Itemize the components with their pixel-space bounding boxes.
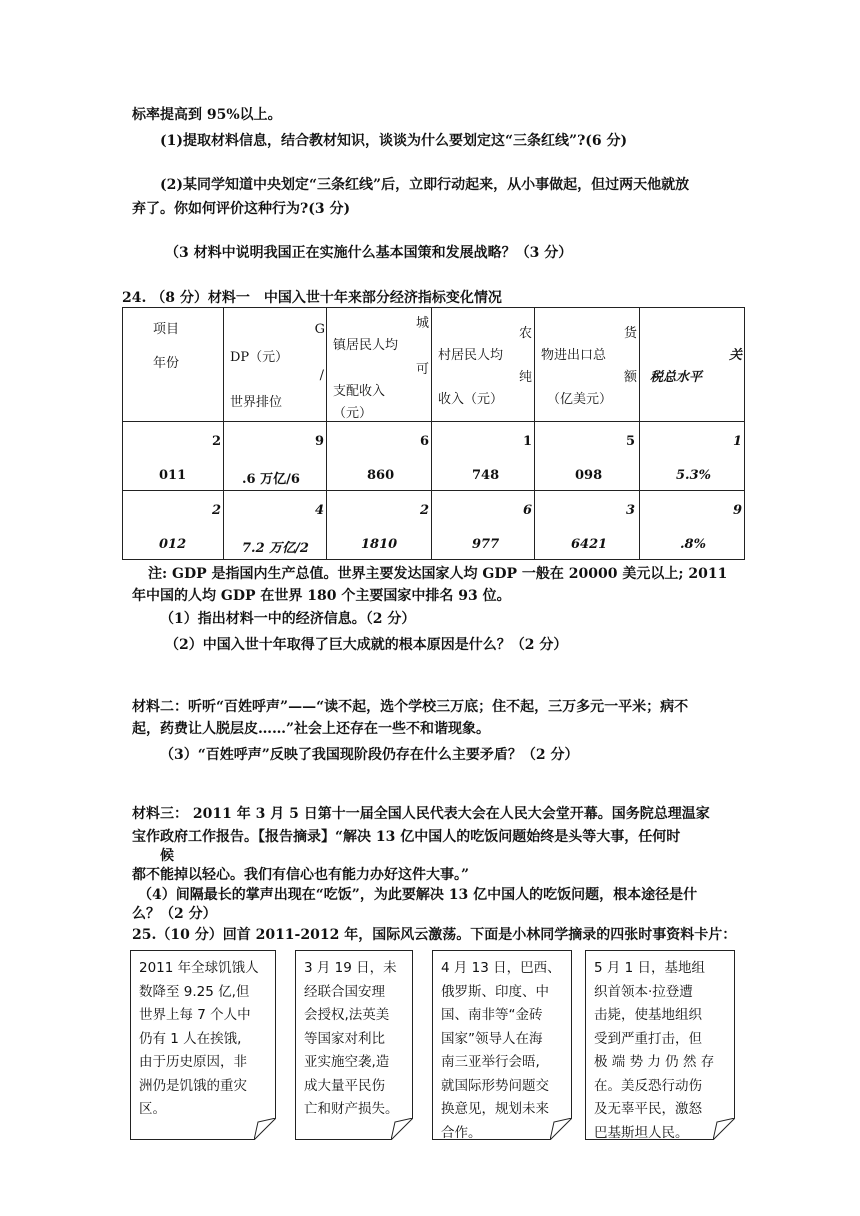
- cell-year-top: 2: [211, 434, 221, 449]
- cell-tariff: 5.3%: [676, 468, 711, 483]
- page-fold-icon: [254, 1118, 276, 1140]
- q24-sub4-line2: 么？（2 分）: [132, 906, 217, 922]
- card-line: 数降至 9.25 亿,但: [139, 983, 250, 1000]
- card-line: 国、南非等“金砖: [441, 1007, 543, 1023]
- card-line: 击毙，使基地组织: [594, 1007, 702, 1023]
- material3-line3: 候: [160, 848, 174, 864]
- material3-line4: 都不能掉以轻心。我们有信心也有能力办好这件大事。”: [132, 867, 470, 883]
- card-line: 合作。: [441, 1124, 482, 1141]
- cell-trade-top: 5: [625, 434, 635, 449]
- question-2-line2: 弃了。你如何评价这种行为?(3 分): [132, 201, 351, 217]
- header-urban-income: 支配收入: [333, 384, 386, 399]
- header-rural-mid: 纯: [518, 370, 532, 385]
- header-tariff-top: 关: [728, 348, 742, 363]
- q24-title: 24. （8 分）材料一 中国入世十年来部分经济指标变化情况: [122, 290, 502, 306]
- card-line: 经联合国安理: [304, 983, 385, 1000]
- cell-year: 012: [159, 537, 187, 552]
- header-trade: 物进出口总: [541, 348, 607, 363]
- table-row: [123, 491, 745, 560]
- card-line: 织首领本·拉登遭: [594, 983, 693, 1000]
- cell-urban: 860: [367, 468, 395, 483]
- news-card-3: [432, 950, 572, 1140]
- card-line: 换意见，规划未来: [441, 1101, 549, 1117]
- header-urban-top: 城: [415, 316, 429, 331]
- card-line: 亚实施空袭,造: [304, 1054, 390, 1070]
- q24-sub1: （1）指出材料一中的经济信息。（2 分）: [160, 611, 416, 627]
- header-world-rank: 世界排位: [230, 395, 283, 410]
- q24-sub4-line1: （4）间隔最长的掌声出现在“吃饭”，为此要解决 13 亿中国人的吃饭问题，根本途径是什: [138, 887, 698, 903]
- cell-rural-top: 1: [522, 434, 532, 449]
- card-line: 受到严重打击，但: [594, 1030, 702, 1047]
- card-line: 由于历史原因，非: [139, 1054, 247, 1070]
- header-rural: 村居民人均: [438, 348, 504, 363]
- card-line: 3 月 19 日，未: [304, 960, 397, 976]
- page-fold-icon: [550, 1118, 572, 1140]
- cell-urban: 1810: [361, 537, 398, 552]
- q24-sub2: （2）中国入世十年取得了巨大成就的根本原因是什么？（2 分）: [165, 637, 568, 653]
- cell-urban-top: 6: [419, 434, 429, 449]
- cell-trade: 6421: [571, 537, 608, 552]
- material3-line1: 材料三： 2011 年 3 月 5 日第十一届全国人民代表大会在人民大会堂开幕。国务院总理温家: [132, 806, 710, 822]
- card-line: 亡和财产损失。: [304, 1101, 399, 1117]
- header-gdp-slash: /: [319, 368, 324, 383]
- material3-line2: 宝作政府工作报告。【报告摘录】“解决 13 亿中国人的吃饭问题始终是头等大事，任何时: [132, 829, 681, 845]
- card-line: 5 月 1 日，基地组: [594, 960, 706, 976]
- table-header-row: [123, 308, 745, 422]
- cell-tariff: .8%: [680, 537, 706, 552]
- card-line: 在。美反恐行动伤: [594, 1077, 702, 1094]
- cell-tariff-top: 9: [732, 503, 742, 518]
- news-card-1: [130, 950, 276, 1140]
- news-card-4: [585, 950, 735, 1140]
- page-fold-icon: [391, 1118, 413, 1140]
- cell-rural-top: 6: [522, 503, 532, 518]
- cell-trade: 098: [575, 468, 603, 483]
- header-gdp-g: G: [314, 322, 325, 337]
- material2-line2: 起，药费让人脱层皮……”社会上还存在一些不和谐现象。: [132, 721, 491, 737]
- cell-gdp: 7.2 万亿/2: [242, 541, 309, 556]
- header-rural-top: 农: [518, 326, 532, 341]
- q24-sub3: （3）“百姓呼声”反映了我国现阶段仍存在什么主要矛盾？（2 分）: [160, 747, 579, 763]
- material2-line1: 材料二：听听“百姓呼声”——“读不起，选个学校三万底；住不起，三万多元一平米；病不: [132, 699, 689, 715]
- cell-tariff-top: 1: [732, 434, 742, 449]
- table-note-line1: 注: GDP 是指国内生产总值。世界主要发达国家人均 GDP 一般在 20000 美元以上; 2011: [148, 566, 728, 582]
- card-line: 等国家对利比: [304, 1030, 385, 1047]
- card-line: 及无辜平民，激怒: [594, 1101, 702, 1117]
- header-trade-top: 货: [623, 326, 637, 341]
- cell-gdp-top: 4: [314, 503, 324, 518]
- page-fold-icon: [713, 1118, 735, 1140]
- card-line: 南三亚举行会晤,: [441, 1054, 540, 1070]
- header-gdp: DP（元）: [230, 350, 289, 365]
- question-3: （3 材料中说明我国正在实施什么基本国策和发展战略？（3 分）: [165, 245, 573, 261]
- table-row: [123, 422, 745, 491]
- header-item: 项目: [153, 322, 180, 337]
- card-line: 区。: [139, 1101, 166, 1117]
- header-urban-unit: （元）: [333, 406, 373, 421]
- cell-gdp-top: 9: [314, 434, 324, 449]
- card-line: 世界上每 7 个人中: [139, 1007, 251, 1023]
- header-urban: 镇居民人均: [333, 338, 399, 353]
- cell-urban-top: 2: [419, 503, 429, 518]
- cell-year: 011: [159, 468, 187, 483]
- cell-rural: 748: [472, 468, 500, 483]
- header-year: 年份: [153, 356, 180, 371]
- cell-trade-top: 3: [625, 503, 635, 518]
- card-line: 俄罗斯、印度、中: [441, 983, 549, 1000]
- card-line: 成大量平民伤: [304, 1077, 385, 1094]
- card-line: 巴基斯坦人民。: [594, 1124, 689, 1141]
- economic-indicators-table: [122, 307, 745, 560]
- header-trade-unit: （亿美元）: [547, 392, 613, 407]
- news-card-2: [295, 950, 413, 1140]
- cell-year-top: 2: [211, 503, 221, 518]
- card-line: 极 端 势 力 仍 然 存: [594, 1054, 715, 1070]
- q25-title: 25.（10 分）回首 2011-2012 年，国际风云激荡。下面是小林同学摘录的四张时事资料卡片：: [132, 927, 737, 943]
- question-2-line1: (2)某同学知道中央划定“三条红线”后，立即行动起来，从小事做起，但过两天他就放: [160, 177, 690, 193]
- question-1: (1)提取材料信息，结合教材知识，谈谈为什么要划定这“三条红线”?(6 分): [160, 133, 628, 149]
- header-tariff: 税总水平: [650, 370, 703, 385]
- card-line: 2011 年全球饥饿人: [139, 960, 259, 976]
- card-line: 就国际形势问题交: [441, 1077, 549, 1094]
- cell-rural: 977: [472, 537, 500, 552]
- table-note-line2: 年中国的人均 GDP 在世界 180 个主要国家中排名 93 位。: [132, 588, 511, 604]
- card-line: 国家”领导人在海: [441, 1030, 543, 1047]
- card-line: 4 月 13 日，巴西、: [441, 960, 561, 976]
- header-rural-income: 收入（元）: [438, 392, 504, 407]
- header-trade-mid: 额: [623, 370, 637, 385]
- card-line: 洲仍是饥饿的重灾: [139, 1077, 247, 1094]
- header-urban-mid: 可: [415, 362, 429, 377]
- card-line: 会授权,法英美: [304, 1007, 390, 1023]
- cell-gdp: .6 万亿/6: [242, 472, 300, 487]
- card-line: 仍有 1 人在挨饿,: [139, 1030, 242, 1047]
- intro-line: 标率提高到 95%以上。: [132, 107, 282, 123]
